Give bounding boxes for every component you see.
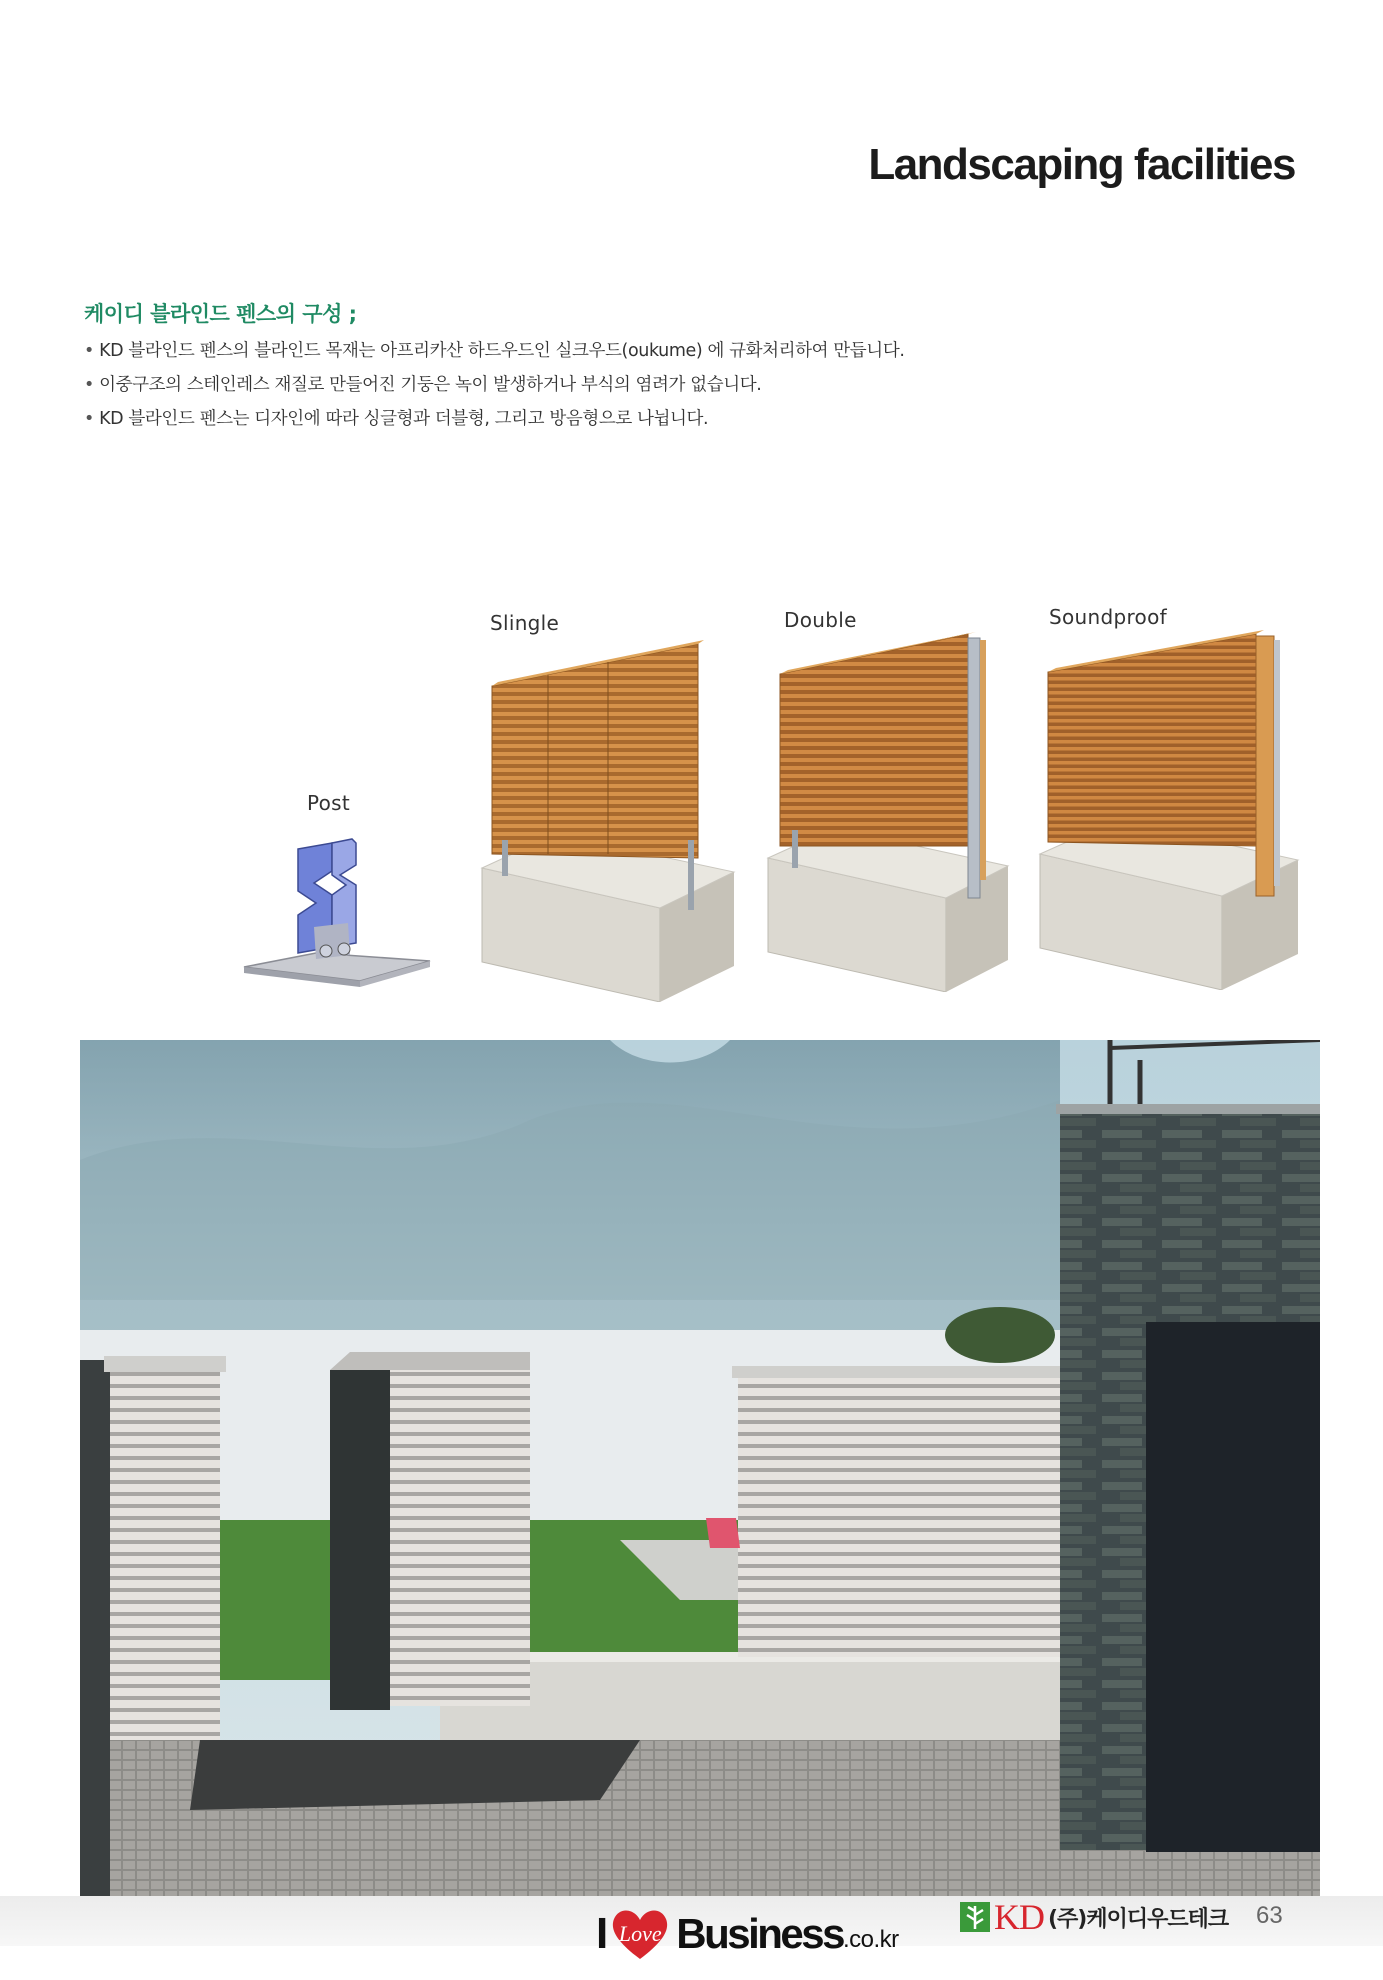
- leaf-icon: [960, 1902, 990, 1932]
- single-fence-illustration: [478, 640, 738, 1002]
- brand-domain: .co.kr: [842, 1926, 899, 1953]
- label-single: Slingle: [490, 611, 560, 635]
- post-illustration: [240, 835, 440, 990]
- intro-bullet: • 이중구조의 스테인레스 재질로 만들어진 기둥은 녹이 발생하거나 부식의 염려가 없습니다.: [84, 368, 1084, 402]
- intro-bullet: • KD 블라인드 펜스의 블라인드 목재는 아프리카산 하드우드인 실크우드(oukume) 에 규화처리하여 만듭니다.: [84, 334, 1084, 368]
- company-logo: [960, 1896, 1228, 1938]
- page-title: Landscaping facilities: [868, 140, 1295, 189]
- label-double: Double: [784, 608, 857, 632]
- heart-icon: [610, 1907, 670, 1961]
- company-kd-mark: KD: [994, 1897, 1044, 1937]
- fence-photograph: [80, 1040, 1320, 1900]
- intro-bullet-list: [84, 334, 1084, 436]
- intro-heading: 케이디 블라인드 펜스의 구성 ;: [84, 302, 357, 326]
- page-number: 63: [1256, 1902, 1283, 1929]
- ilovebusiness-logo[interactable]: [596, 1898, 899, 1970]
- company-name: (주)케이디우드테크: [1048, 1906, 1229, 1932]
- label-post: Post: [307, 791, 351, 815]
- intro-section: [84, 298, 1084, 436]
- brand-business: Business: [676, 1910, 843, 1957]
- intro-bullet: • KD 블라인드 펜스는 디자인에 따라 싱글형과 더블형, 그리고 방음형으로 나뉩니다.: [84, 402, 1084, 436]
- brand-i: I: [596, 1909, 607, 1958]
- label-soundproof: Soundproof: [1049, 605, 1167, 629]
- brand-love-text: Love: [618, 1921, 662, 1946]
- double-fence-illustration: [764, 630, 1024, 992]
- soundproof-fence-illustration: [1036, 628, 1306, 990]
